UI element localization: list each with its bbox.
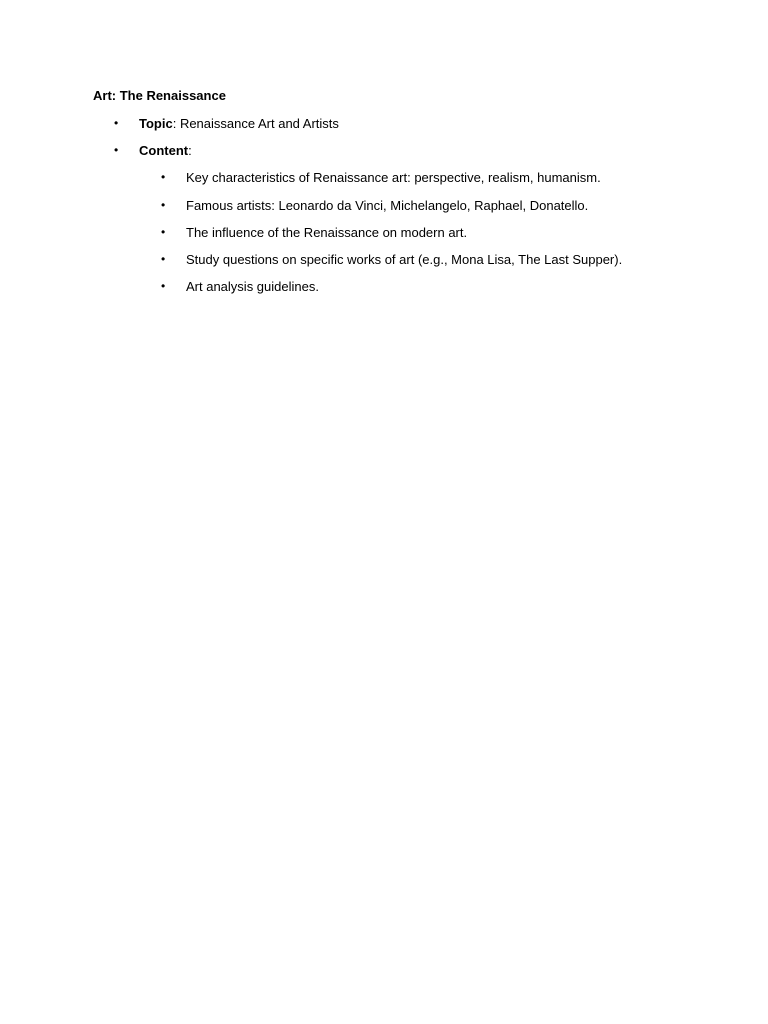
list-item-text: Art analysis guidelines. bbox=[186, 279, 319, 294]
content-label: Content bbox=[139, 143, 189, 158]
bullet-icon: • bbox=[161, 170, 166, 184]
topic-separator: : bbox=[172, 116, 177, 131]
list-item-text: Famous artists: Leonardo da Vinci, Michelangelo, Raphael, Donatello. bbox=[186, 198, 589, 213]
list-item bbox=[0, 251, 768, 268]
list-item-text: Study questions on specific works of art (e.g., Mona Lisa, The Last Supper). bbox=[186, 252, 623, 267]
bullet-icon: • bbox=[114, 143, 119, 157]
list-item bbox=[0, 224, 768, 241]
topic-value: Renaissance Art and Artists bbox=[176, 116, 339, 131]
list-item-content bbox=[0, 142, 768, 159]
list-item bbox=[0, 169, 768, 186]
list-item bbox=[0, 278, 768, 295]
content-separator: : bbox=[188, 143, 192, 158]
content-line bbox=[139, 142, 192, 159]
list-item-text: The influence of the Renaissance on modern art. bbox=[186, 225, 468, 240]
document-heading: Art: The Renaissance bbox=[93, 88, 226, 103]
bullet-icon: • bbox=[161, 279, 166, 293]
bullet-icon: • bbox=[161, 225, 166, 239]
bullet-icon: • bbox=[161, 252, 166, 266]
bullet-icon: • bbox=[114, 116, 119, 130]
topic-label: Topic bbox=[139, 116, 173, 131]
list-item-text: Key characteristics of Renaissance art: perspective, realism, humanism. bbox=[186, 170, 601, 185]
list-item bbox=[0, 197, 768, 214]
bullet-icon: • bbox=[161, 198, 166, 212]
list-item-topic bbox=[0, 115, 768, 132]
topic-line bbox=[139, 115, 339, 132]
